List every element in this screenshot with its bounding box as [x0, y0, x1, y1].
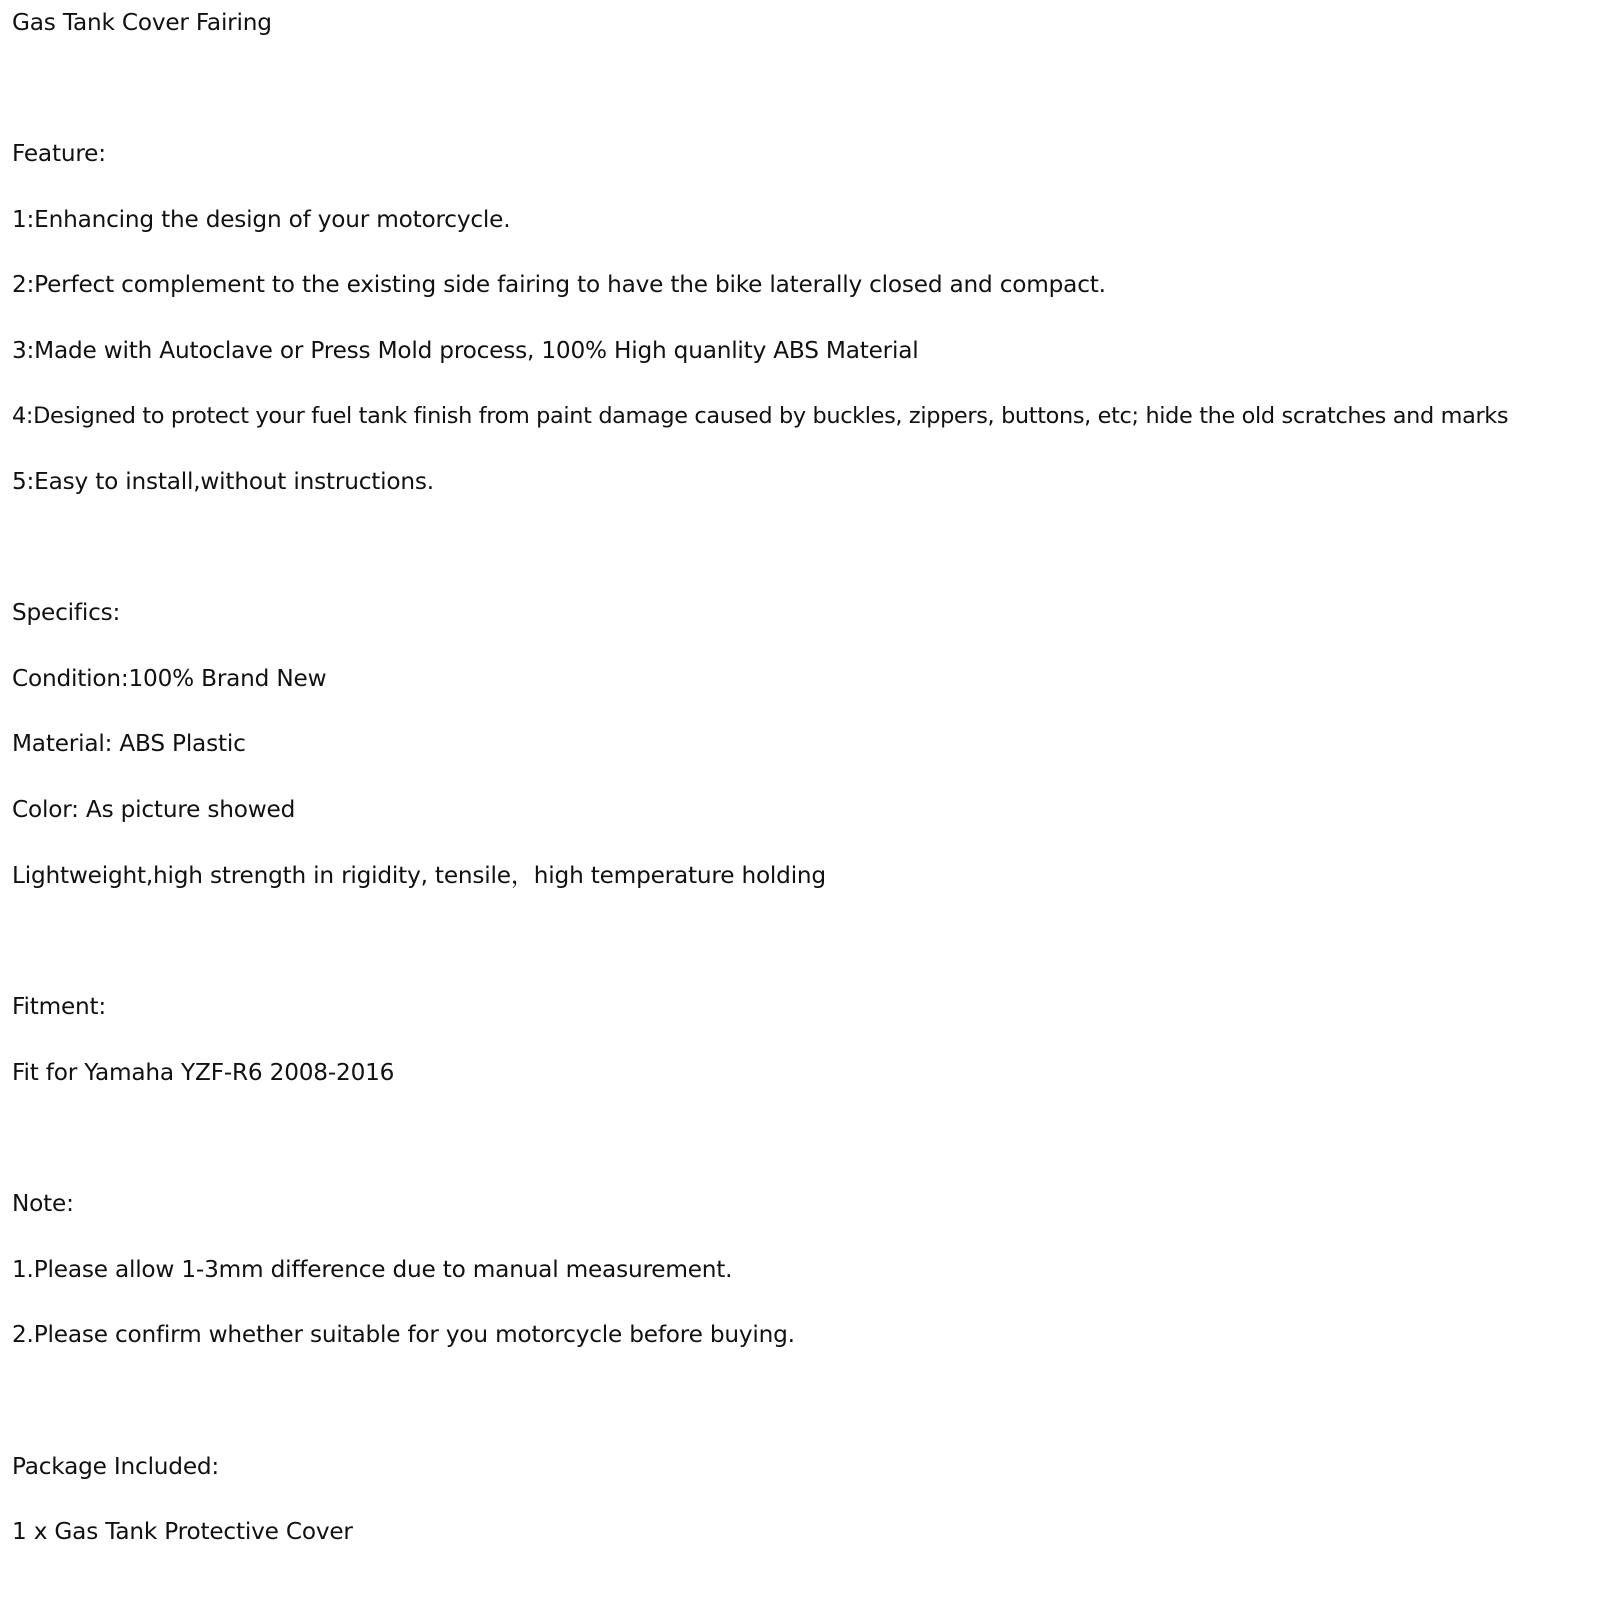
feature-item: 1:Enhancing the design of your motorcycle.	[12, 206, 511, 233]
note-item: 2.Please confirm whether suitable for you motorcycle before buying.	[12, 1321, 795, 1348]
specifics-item: Condition:100% Brand New	[12, 665, 327, 692]
product-description	[12, 0, 1592, 1600]
specifics-item: Material: ABS Plastic	[12, 730, 246, 757]
fitment-item: Fit for Yamaha YZF-R6 2008-2016	[12, 1059, 395, 1086]
feature-item: 2:Perfect complement to the existing side fairing to have the bike laterally closed and compact.	[12, 271, 1106, 298]
package-item: 1 x Gas Tank Protective Cover	[12, 1518, 353, 1545]
feature-item: 5:Easy to install,without instructions.	[12, 468, 434, 495]
note-item: 1.Please allow 1-3mm difference due to manual measurement.	[12, 1256, 733, 1283]
product-title: Gas Tank Cover Fairing	[12, 9, 272, 36]
feature-item: 3:Made with Autoclave or Press Mold process, 100% High quanlity ABS Material	[12, 337, 919, 364]
fitment-heading: Fitment:	[12, 993, 107, 1020]
specifics-item: Color: As picture showed	[12, 796, 296, 823]
package-heading: Package Included:	[12, 1453, 220, 1480]
note-heading: Note:	[12, 1190, 74, 1217]
specifics-heading: Specifics:	[12, 599, 121, 626]
feature-heading: Feature:	[12, 140, 106, 167]
specifics-item: Lightweight,high strength in rigidity, tensile，high temperature holding	[12, 862, 826, 889]
feature-item: 4:Designed to protect your fuel tank finish from paint damage caused by buckles, zippers, buttons, etc; hide the old scratches and marks	[12, 403, 1509, 429]
